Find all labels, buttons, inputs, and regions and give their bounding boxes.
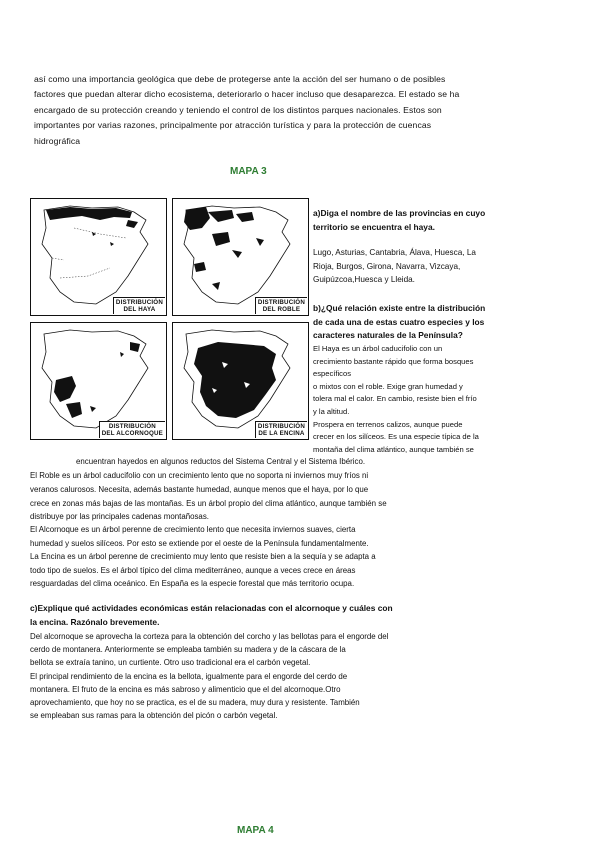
map4-heading: MAPA 4 <box>237 825 274 836</box>
intro-line: importantes por varias razones, principalmente por atracción turística y para la protección de cuencas <box>34 120 432 131</box>
map-roble <box>172 198 309 316</box>
intro-line: factores que puedan alterar dicho ecosistema, deteriorarlo o hacer incluso que desaparezca. El estado se ha <box>34 89 460 100</box>
intro-line: así como una importancia geológica que debe de protegerse ante la acción del ser humano o de posibles <box>34 74 446 84</box>
question-c: c)Explique qué actividades económicas están relacionadas con el alcornoque y cuáles con la encina. Razónalo brevemente. <box>30 603 393 627</box>
question-a: a)Diga el nombre de las provincias en cuyo territorio se encuentra el haya. <box>313 208 486 232</box>
map-haya <box>30 198 167 316</box>
intro-line: hidrográfica <box>34 135 81 146</box>
answer-a: Lugo, Asturias, Cantabria, Álava, Huesca, La Rioja, Burgos, Girona, Navarra, Vizcaya, Guipúzcoa,Huesca y Lleida. <box>313 248 476 284</box>
intro-paragraph <box>34 72 554 149</box>
intro-line: encargado de su protección creando y teniendo el control de los distintos parques nacionales. Estos son <box>34 104 442 115</box>
map3-heading: MAPA 3 <box>230 166 267 177</box>
answer-b-side: El Haya es un árbol caducifolio con un crecimiento bastante rápido que forma bosques específicos o mixtos con el roble. Exige gran humedad y tolera mal el calor. En cambio, resiste bien el frío y la altitud. Prospera en terrenos calizos, aunque puede crecer en los silíceos. Es una especie típica de la montaña del clima atlántico, aunque también se <box>313 344 479 454</box>
map-encina-caption: DISTRIBUCIÓN DE LA ENCINA <box>255 421 307 438</box>
map-encina <box>172 322 309 440</box>
map-haya-caption: DISTRIBUCIÓN DEL HAYA <box>113 297 165 314</box>
map-alcornoque-caption: DISTRIBUCIÓN DEL ALCORNOQUE <box>99 421 165 438</box>
map-roble-caption: DISTRIBUCIÓN DEL ROBLE <box>255 297 307 314</box>
map-alcornoque <box>30 322 167 440</box>
question-b: b)¿Qué relación existe entre la distribución de cada una de estas cuatro especies y los caracteres naturales de la Península? <box>313 303 486 340</box>
